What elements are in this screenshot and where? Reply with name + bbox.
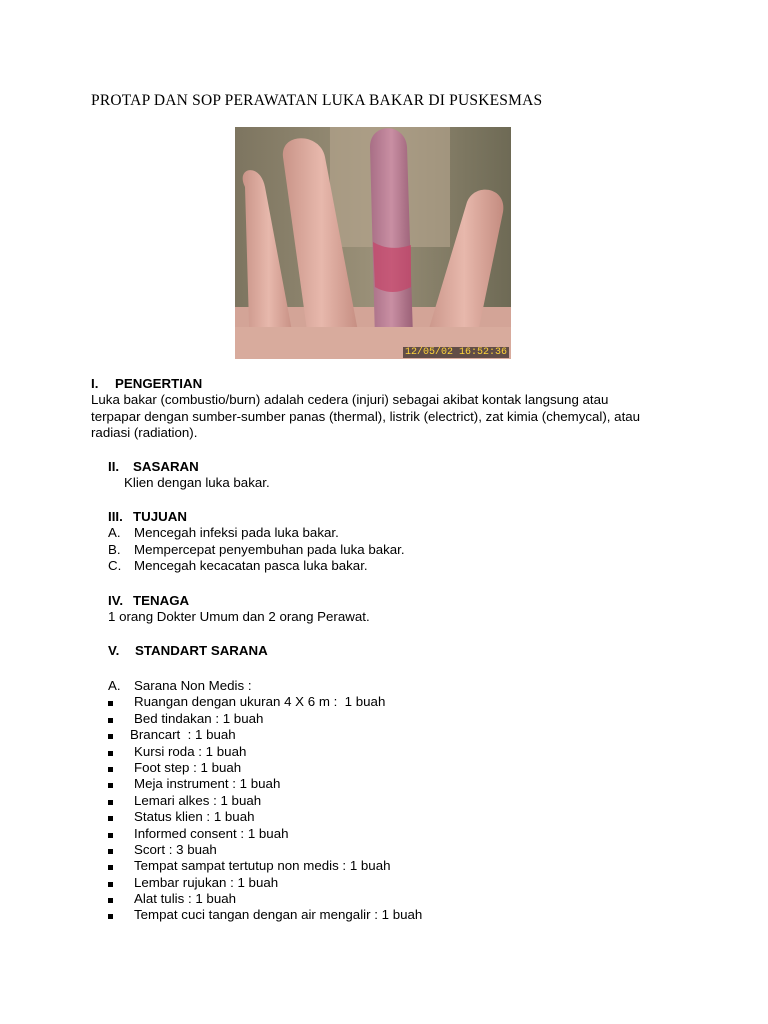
section-heading xyxy=(108,643,268,659)
list-item xyxy=(108,809,422,825)
section-sasaran xyxy=(108,459,270,492)
photo-timestamp: 12/05/02 16:52:36 xyxy=(404,347,507,358)
section-pengertian xyxy=(91,376,678,442)
section-text: Klien dengan luka bakar. xyxy=(124,475,270,491)
list-item xyxy=(108,776,422,792)
square-bullet-icon xyxy=(108,734,113,739)
subheading xyxy=(108,678,422,694)
section-number: III. xyxy=(108,509,123,524)
list-text: Meja instrument : 1 buah xyxy=(134,776,281,792)
list-item xyxy=(108,907,422,923)
section-line: radiasi (radiation). xyxy=(91,425,198,441)
square-bullet-icon xyxy=(108,767,113,772)
bullet-marker xyxy=(108,907,134,923)
section-line: Luka bakar (combustio/burn) adalah cedera (injuri) sebagai akibat kontak langsung atau xyxy=(91,392,609,408)
square-bullet-icon xyxy=(108,783,113,788)
bullet-marker xyxy=(108,875,134,891)
bullet-marker xyxy=(108,776,134,792)
section-tenaga xyxy=(108,593,370,626)
list-text: Mencegah infeksi pada luka bakar. xyxy=(134,525,339,541)
square-bullet-icon xyxy=(108,849,113,854)
list-text: Mencegah kecacatan pasca luka bakar. xyxy=(134,558,368,574)
list-text: Lembar rujukan : 1 buah xyxy=(134,874,279,890)
section-text: 1 orang Dokter Umum dan 2 orang Perawat. xyxy=(108,609,370,625)
list-item xyxy=(108,842,422,858)
section-heading xyxy=(108,509,405,525)
list-text: Kursi roda : 1 buah xyxy=(134,743,247,759)
list-text: Mempercepat penyembuhan pada luka bakar. xyxy=(134,541,405,557)
photo-illustration xyxy=(235,127,511,359)
section-line: terpapar dengan sumber-sumber panas (thermal), listrik (electrict), zat kimia (chemycal), atau xyxy=(91,408,641,424)
list-text: Bed tindakan : 1 buah xyxy=(134,710,264,726)
square-bullet-icon xyxy=(108,833,113,838)
section-tujuan xyxy=(108,509,405,575)
list-text: Brancart : 1 buah xyxy=(130,727,236,743)
bullet-marker xyxy=(108,694,134,710)
list-text: Status klien : 1 buah xyxy=(134,809,255,825)
list-text: Tempat cuci tangan dengan air mengalir : 1 buah xyxy=(134,907,423,923)
list-item xyxy=(108,694,422,710)
section-title: PENGERTIAN xyxy=(115,376,203,391)
section-title: TUJUAN xyxy=(133,509,187,524)
list-text: Ruangan dengan ukuran 4 X 6 m : 1 buah xyxy=(134,694,386,710)
square-bullet-icon xyxy=(108,701,113,706)
section-standart-sarana xyxy=(108,643,268,659)
list-item xyxy=(108,558,405,574)
square-bullet-icon xyxy=(108,816,113,821)
section-number: IV. xyxy=(108,593,124,608)
square-bullet-icon xyxy=(108,914,113,919)
list-item xyxy=(108,744,422,760)
list-item xyxy=(108,891,422,907)
bullet-marker xyxy=(108,793,134,809)
section-heading xyxy=(108,593,370,609)
list-item xyxy=(108,525,405,541)
square-bullet-icon xyxy=(108,865,113,870)
bullet-marker xyxy=(108,744,134,760)
section-heading xyxy=(91,376,678,392)
list-item xyxy=(108,542,405,558)
list-marker: C. xyxy=(108,558,122,574)
list-marker: B. xyxy=(108,541,121,557)
square-bullet-icon xyxy=(108,882,113,887)
sarana-non-medis-list xyxy=(108,678,422,924)
section-number: V. xyxy=(108,643,120,658)
section-title: TENAGA xyxy=(133,593,190,608)
square-bullet-icon xyxy=(108,898,113,903)
bullet-marker xyxy=(108,842,134,858)
list-text: Foot step : 1 buah xyxy=(134,759,242,775)
section-title: SASARAN xyxy=(133,459,199,474)
bullet-marker xyxy=(108,809,134,825)
list-item xyxy=(108,875,422,891)
document-title: PROTAP DAN SOP PERAWATAN LUKA BAKAR DI PUSKESMAS xyxy=(91,92,543,109)
bullet-marker xyxy=(108,891,134,907)
bullet-marker xyxy=(108,760,134,776)
burned-finger-photo xyxy=(235,127,511,359)
section-number: I. xyxy=(91,376,99,391)
list-text: Scort : 3 buah xyxy=(134,841,217,857)
list-text: Alat tulis : 1 buah xyxy=(134,891,237,907)
list-marker: A. xyxy=(108,525,121,541)
list-text: Lemari alkes : 1 buah xyxy=(134,792,262,808)
list-item xyxy=(108,727,422,743)
square-bullet-icon xyxy=(108,800,113,805)
list-item xyxy=(108,760,422,776)
section-heading xyxy=(108,459,270,475)
list-item xyxy=(108,858,422,874)
list-item xyxy=(108,793,422,809)
square-bullet-icon xyxy=(108,718,113,723)
section-number: II. xyxy=(108,459,120,474)
list-item xyxy=(108,826,422,842)
bullet-list xyxy=(108,694,422,923)
square-bullet-icon xyxy=(108,751,113,756)
list-item xyxy=(108,711,422,727)
list-text: Informed consent : 1 buah xyxy=(134,825,289,841)
bullet-marker xyxy=(108,826,134,842)
subheading-marker: A. xyxy=(108,678,121,693)
section-title: STANDART SARANA xyxy=(135,643,268,658)
bullet-marker xyxy=(108,858,134,874)
bullet-marker xyxy=(108,711,134,727)
subheading-text: Sarana Non Medis : xyxy=(134,678,252,693)
list-text: Tempat sampat tertutup non medis : 1 buah xyxy=(134,858,391,874)
